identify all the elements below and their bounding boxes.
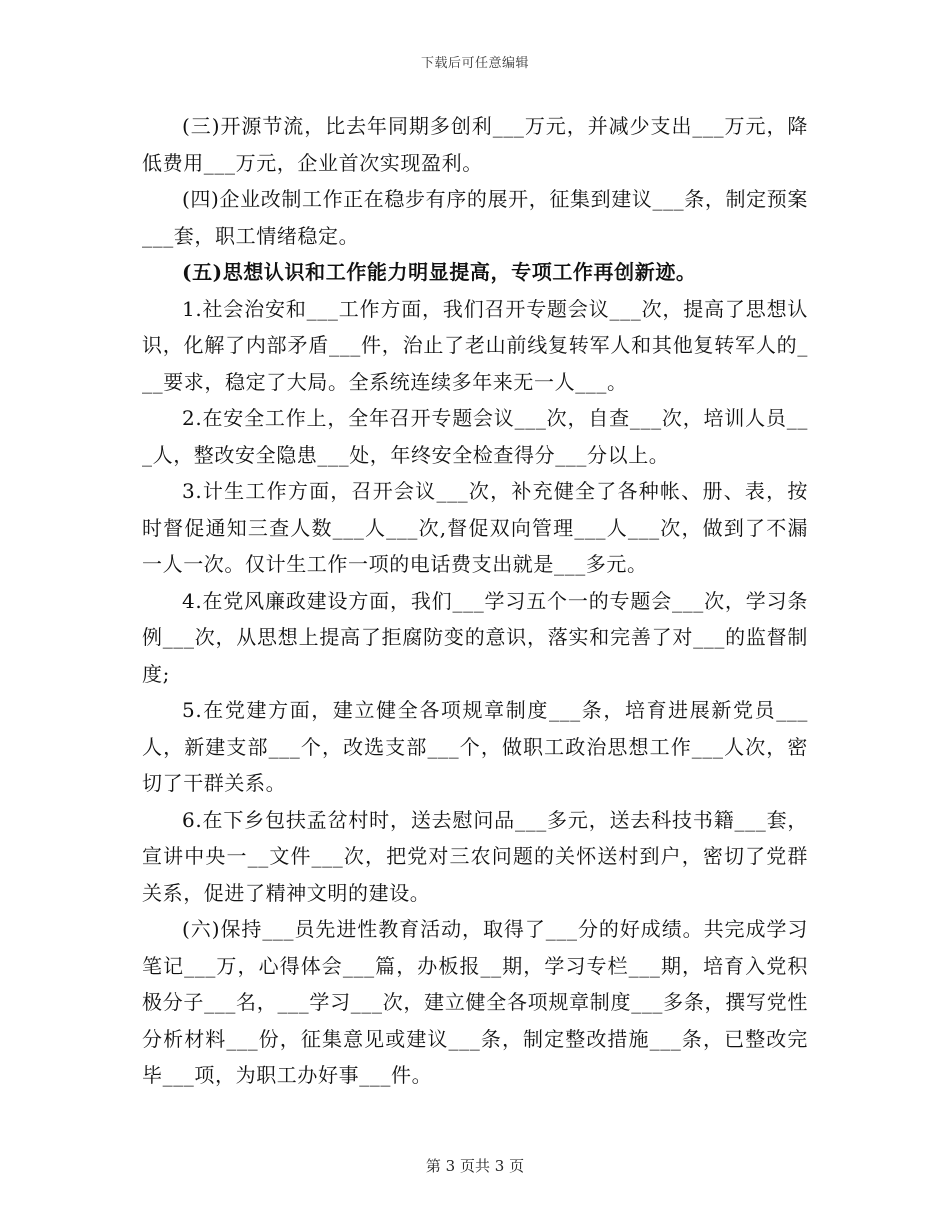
paragraph-3-revenue: (三)开源节流，比去年同期多创利___万元，并减少支出___万元，降低费用___万元，企业首次实现盈利。 — [142, 114, 808, 175]
paragraph-item-5-party-building: 5.在党建方面，建立健全各项规章制度___条，培育进展新党员___人，新建支部___个，改选支部___个，做职工政治思想工作___人次，密切了干群关系。 — [142, 698, 808, 795]
paragraph-6-education: (六)保持___员先进性教育活动，取得了___分的好成绩。共完成学习笔记___万，心得体会___篇，办板报__期，学习专栏___期，培育入党积极分子___名，___学习___次，建立健全各项规章制度___多条，撰写党性分析材料___份，征集意见或建议___条，制定整改措施___条，已整改完毕___项，为职工办好事___件。 — [142, 917, 808, 1087]
page-footer: 第 3 页共 3 页 — [425, 1157, 525, 1175]
paragraph-5-heading: (五)思想认识和工作能力明显提高，专项工作再创新迹。 — [182, 260, 697, 284]
paragraph-item-3-family-planning: 3.计生工作方面，召开会议___次，补充健全了各种帐、册、表，按时督促通知三查人数___人___次,督促双向管理___人___次，做到了不漏一人一次。仅计生工作一项的电话费支出就是___多元。 — [142, 479, 808, 576]
document-body — [142, 108, 808, 1094]
paragraph-item-2-safety: 2.在安全工作上，全年召开专题会议___次，自查___次，培训人员___人，整改安全隐患___处，年终安全检查得分___分以上。 — [142, 406, 808, 467]
paragraph-item-4-anti-corruption: 4.在党风廉政建设方面，我们___学习五个一的专题会___次，学习条例___次，从思想上提高了拒腐防变的意识，落实和完善了对___的监督制度; — [142, 588, 808, 686]
paragraph-4-reform: (四)企业改制工作正在稳步有序的展开，征集到建议___条，制定预案___套，职工情绪稳定。 — [142, 187, 808, 248]
paragraph-item-6-village-support: 6.在下乡包扶孟岔村时，送去慰问品___多元，送去科技书籍___套，宣讲中央一__文件___次，把党对三农问题的关怀送村到户，密切了党群关系，促进了精神文明的建设。 — [142, 807, 808, 905]
page-header: 下载后可任意编辑 — [420, 56, 529, 71]
paragraph-item-1-security: 1.社会治安和___工作方面，我们召开专题会议___次，提高了思想认识，化解了内部矛盾___件，治止了老山前线复转军人和其他复转军人的___要求，稳定了大局。全系统连续多年来无一人___。 — [142, 296, 808, 394]
